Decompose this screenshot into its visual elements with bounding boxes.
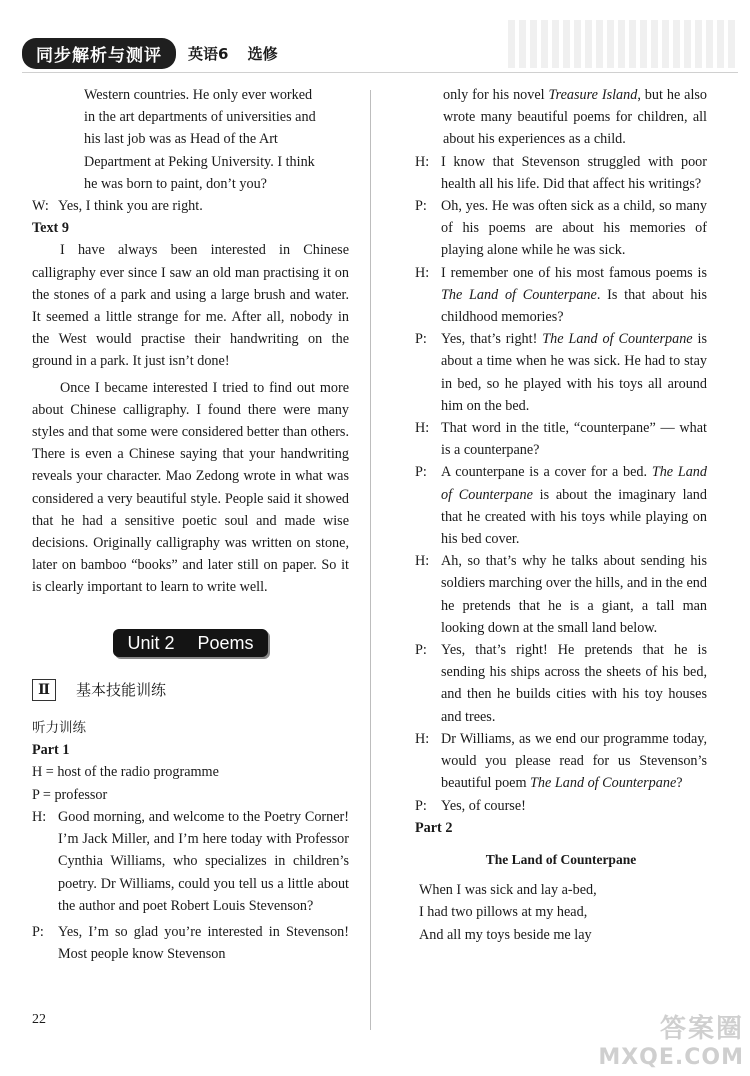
text-run: . Is that about his childhood memories?: [441, 286, 707, 326]
speaker-label: H:: [415, 264, 430, 281]
dialogue-line: [415, 151, 707, 195]
dialogue-line: [415, 550, 707, 639]
dialogue-text: Yes, I think you are right.: [58, 198, 203, 215]
speaker-label: H:: [415, 420, 430, 437]
dialogue-line: [415, 417, 707, 461]
dialogue-text: [441, 262, 707, 329]
speaker-label: P:: [415, 198, 427, 215]
speaker-label: H:: [415, 553, 430, 570]
dialogue-line: [415, 639, 707, 728]
text9-paragraph: Once I became interested I tried to find out more about Chinese calligraphy. I found there were many styles and that some were considered better than others. There is even a Chinese saying that your handwriting reveals your character. Mao Zedong wrote in what was considered a very beautiful style. People said it showed that he had a sensitive poetic soul and made wise decisions. Originally calligraphy was written on stone, later on bamboo “books” and later still on paper. So it is clearly important to learn to write well.: [32, 379, 349, 596]
dialogue-text: Ah, so that’s why he talks about sending his soldiers marching over the hills, and in the end he pretends that he is a giant, a tall man looking down at the small land below.: [441, 553, 707, 636]
poem-title-ref: The Land of Counterpane: [542, 331, 693, 348]
dialogue-text: Yes, that’s right! He pretends that he is sending his ships across the sheets of his bed, and then he builds cities with his toy houses and trees.: [441, 642, 707, 725]
section-heading: [32, 679, 349, 701]
watermark-text: 答案圈: [659, 1014, 744, 1044]
section-title: 基本技能训练: [76, 680, 167, 699]
text-run: , but he also wrote many beautiful poems for children, all about his experiences as a child.: [443, 87, 708, 148]
dialogue-line: [415, 728, 707, 795]
text9-paragraph: I have always been interested in Chinese calligraphy ever since I saw an old man practising it on the stones of a park and using a large brush and water. It seemed a little strange for me. After all, nobody in the West would practise their handwriting on the ground in a park. It just isn’t done!: [32, 242, 349, 370]
dialogue-text: That word in the title, “counterpane” — what is a counterpane?: [441, 420, 707, 459]
definition-professor: P = professor: [32, 786, 108, 803]
continued-line: Western countries. He only ever worked: [84, 87, 313, 103]
dialogue-text: Yes, of course!: [441, 797, 526, 814]
dialogue-text: I know that Stevenson struggled with poor health all his life. Did that affect his writings?: [441, 153, 707, 192]
dialogue-line: [32, 195, 349, 217]
text-run: A counterpane is a cover for a bed.: [441, 464, 652, 481]
series-title-badge: 同步解析与测评: [22, 38, 176, 69]
dialogue-text: [441, 328, 707, 417]
poem-title-ref: The Land of Counterpane: [441, 286, 597, 303]
dialogue-line: [415, 195, 707, 262]
text-run: I remember one of his most famous poems is: [441, 264, 707, 281]
text-run: Yes, that’s right!: [441, 331, 543, 348]
section-number: Ⅱ: [32, 679, 56, 701]
speaker-label: P:: [415, 331, 427, 348]
text-run: is about a time when he was sick. He had to stay in bed, so he played with his toys all around him on the bed.: [441, 331, 707, 414]
unit-title: Poems: [197, 632, 254, 653]
unit-banner: [32, 629, 349, 657]
dialogue-line: [415, 328, 707, 417]
dialogue-text: [441, 728, 707, 795]
speaker-label: W:: [32, 198, 49, 215]
poem-title-ref: The Land of Counterpane: [441, 464, 707, 503]
subject-label: 英语6: [188, 44, 229, 63]
book-info: [188, 43, 292, 64]
header-decoration: [508, 20, 738, 68]
speaker-label: P:: [32, 923, 44, 940]
dialogue-line: [415, 262, 707, 329]
dialogue-text: Oh, yes. He was often sick as a child, so many of his poems are about his memories of playing alone while he was sick.: [441, 198, 707, 259]
dialogue-text: Good morning, and welcome to the Poetry Corner! I’m Jack Miller, and I’m here today with Professor Cynthia Williams, who specializes in children’s poetry. Dr Williams, could you tell us a little about the author and poet Robert Louis Stevenson?: [58, 808, 349, 914]
page-header: [22, 38, 292, 68]
watermark-url: MXQE.COM: [598, 1045, 744, 1070]
right-column: [415, 84, 707, 946]
dialogue-text: [441, 461, 707, 550]
speaker-label: P:: [415, 464, 427, 481]
text-run: is about the imaginary land that he created with his toys while playing on his bed cover.: [441, 486, 707, 548]
continued-dialogue: [415, 84, 707, 151]
unit-badge: [113, 629, 267, 657]
part2-heading: Part 2: [415, 819, 453, 836]
text9-heading: Text 9: [32, 220, 69, 237]
poem-title: The Land of Counterpane: [485, 851, 637, 867]
speaker-label: H:: [415, 153, 430, 170]
poem-line: When I was sick and lay a-bed,: [419, 882, 597, 899]
book-title: Treasure Island: [548, 87, 638, 103]
dialogue-line: [415, 795, 707, 817]
site-watermark: [598, 1008, 744, 1070]
left-column: [32, 84, 349, 965]
continued-line: his last job was as Head of the Art: [84, 131, 278, 148]
continued-line: he was born to paint, don’t you?: [84, 175, 267, 192]
speaker-label: H:: [32, 808, 47, 825]
text-run: ?: [676, 775, 683, 792]
dialogue-text: Yes, I’m so glad you’re interested in Stevenson! Most people know Stevenson: [58, 923, 349, 963]
dialogue-line: [32, 921, 349, 965]
continued-dialogue: [32, 84, 349, 195]
header-rule: [22, 72, 738, 73]
speaker-label: P:: [415, 642, 427, 659]
unit-label: Unit 2: [127, 632, 175, 653]
dialogue-line: [415, 461, 707, 550]
column-divider: [370, 90, 371, 1030]
poem-line: I had two pillows at my head,: [419, 904, 588, 921]
dialogue-line: [32, 806, 349, 917]
definition-host: H = host of the radio programme: [32, 764, 219, 781]
poem-line: And all my toys beside me lay: [419, 926, 592, 943]
text-run: Dr Williams, as we end our programme today, would you please read for us Stevenson’s beautiful poem: [441, 730, 707, 792]
text-run: only for his novel: [443, 87, 549, 103]
poem-title-ref: The Land of Counterpane: [530, 775, 677, 792]
edition-label: 选修: [247, 44, 278, 63]
continued-line: Department at Peking University. I think: [84, 153, 315, 170]
part1-heading: Part 1: [32, 742, 70, 759]
speaker-label: H:: [415, 730, 430, 747]
listening-label: 听力训练: [32, 720, 86, 737]
speaker-label: P:: [415, 797, 427, 814]
page-number: 22: [32, 1012, 46, 1027]
continued-line: in the art departments of universities and: [84, 109, 316, 126]
